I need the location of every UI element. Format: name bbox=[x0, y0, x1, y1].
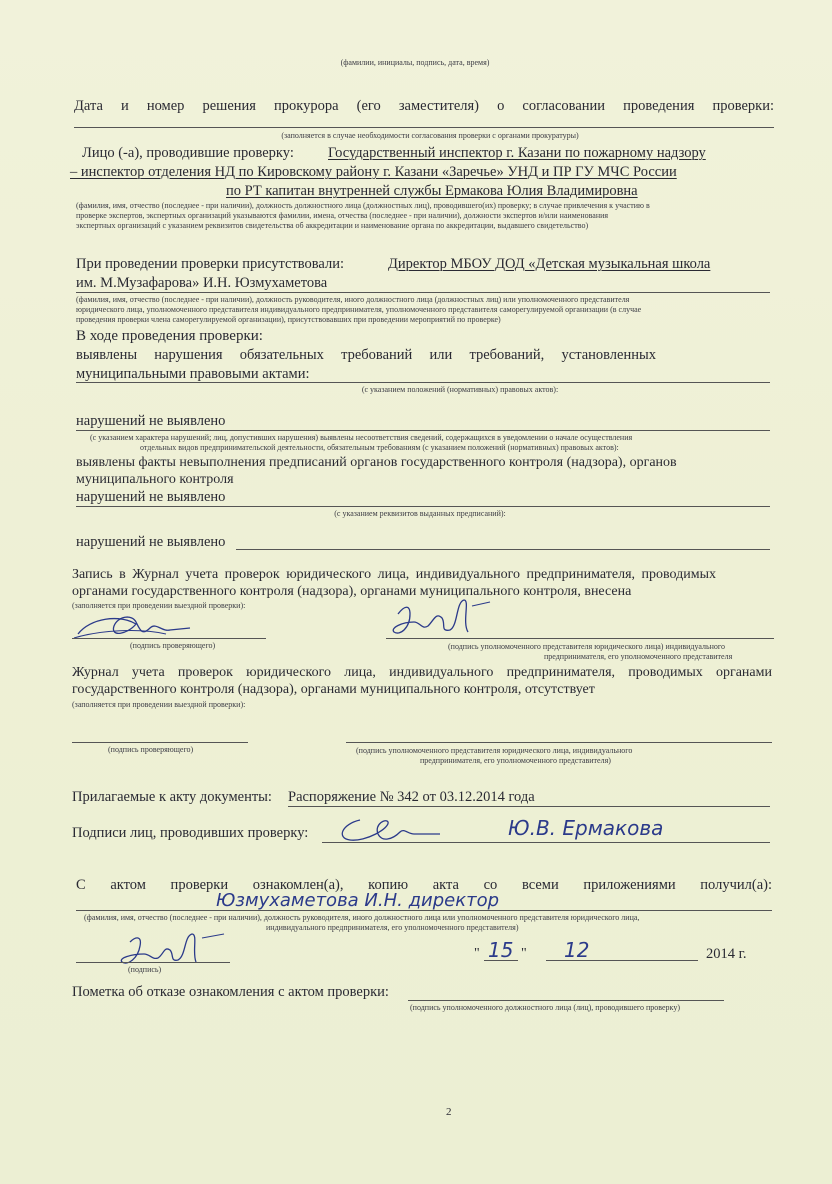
inspectors-line1: Государственный инспектор г. Казани по пожарному надзору bbox=[328, 145, 706, 161]
page-number: 2 bbox=[446, 1106, 452, 1118]
present-note3: проведения проверки члена саморегулируемой организации), присутствовавших при проведении мероприятий по проверке) bbox=[76, 315, 501, 324]
journal-sig-inspector-note: (подпись проверяющего) bbox=[130, 641, 216, 650]
present-label: При проведении проверки присутствовали: bbox=[76, 256, 345, 272]
present-line2: им. М.Музафарова» И.Н. Юзмухаметова bbox=[76, 275, 328, 291]
char-note2: отдельных видов предпринимательской деятельности, обязательным требованиям (с указанием положений (нормативных) правовых актов): bbox=[140, 443, 619, 452]
date-day-line bbox=[484, 960, 518, 961]
acquainted-handwritten: Юзмухаметова И.Н. директор bbox=[216, 890, 500, 911]
journal-line2: органами государственного контроля (надзора), органами муниципального контроля, внесена bbox=[72, 584, 632, 599]
journal-absent-note: (заполняется при проведении выездной проверки): bbox=[72, 700, 246, 709]
refusal-note: (подпись уполномоченного должностного лица (лиц), проводившего проверку) bbox=[410, 1003, 680, 1012]
inspectors-label: Лицо (-а), проводившие проверку: bbox=[82, 145, 294, 161]
attachments-line bbox=[288, 806, 770, 807]
violations-line2: муниципальными правовыми актами: bbox=[76, 366, 310, 382]
date-month-line bbox=[546, 960, 698, 961]
journal-absent-sig-line-inspector bbox=[72, 742, 248, 743]
char-note1: (с указанием характера нарушений; лиц, допустивших нарушения) выявлены несоответствия сведений, содержащихся в уведомлении о начале осуществления bbox=[90, 433, 633, 442]
violations-value-line bbox=[76, 430, 770, 431]
journal-absent-sig-inspector-note: (подпись проверяющего) bbox=[108, 745, 194, 754]
date-month: 12 bbox=[564, 938, 590, 962]
violations-value: нарушений не выявлено bbox=[76, 413, 226, 429]
signatures-handwritten: Ю.В. Ермакова bbox=[508, 816, 664, 840]
refusal-line bbox=[408, 1000, 724, 1001]
other-value: нарушений не выявлено bbox=[76, 534, 226, 550]
journal-absent-line2: государственного контроля (надзора), органами муниципального контроля, отсутствует bbox=[72, 682, 595, 697]
journal-sig-rep-note1: (подпись уполномоченного представителя юридического лица) индивидуального bbox=[448, 642, 726, 651]
date-year: 2014 г. bbox=[706, 946, 747, 962]
journal-line1: Запись в Журнал учета проверок юридического лица, индивидуального предпринимателя, проводимых bbox=[72, 567, 716, 582]
inspectors-line2: – инспектор отделения НД по Кировскому району г. Казани «Заречье» УНД и ПР ГУ МЧС России bbox=[70, 164, 677, 180]
orders-value: нарушений не выявлено bbox=[76, 489, 226, 505]
acquainted-note2: индивидуального предпринимателя, его уполномоченного представителя) bbox=[266, 923, 519, 932]
other-line bbox=[236, 549, 770, 550]
attachments-value: Распоряжение № 342 от 03.12.2014 года bbox=[288, 789, 535, 805]
journal-absent-sig-rep-note1: (подпись уполномоченного представителя юридического лица, индивидуального bbox=[356, 746, 633, 755]
journal-sig-line-inspector bbox=[72, 638, 266, 639]
present-line bbox=[76, 292, 770, 293]
inspectors-note3: экспертных организаций с указанием реквизитов свидетельства об аккредитации и наименование органа по аккредитации, выдавшего свидетельство) bbox=[76, 221, 589, 230]
acquainted-label: С актом проверки ознакомлен(а), копию акта со всеми приложениями получил(а): bbox=[76, 877, 772, 893]
attachments-label: Прилагаемые к акту документы: bbox=[72, 789, 272, 805]
inspectors-line3: по РТ капитан внутренней службы Ермакова Юлия Владимировна bbox=[226, 183, 638, 199]
refusal-label: Пометка об отказе ознакомления с актом проверки: bbox=[72, 984, 389, 1000]
date-day: 15 bbox=[488, 938, 514, 962]
acquainted-sig-note: (подпись) bbox=[128, 965, 162, 974]
violations-line1: выявлены нарушения обязательных требований или требований, установленных bbox=[76, 347, 656, 363]
prosecutor-line bbox=[74, 127, 774, 128]
orders-line2: муниципального контроля bbox=[76, 472, 234, 487]
orders-line bbox=[76, 506, 770, 507]
journal-sig-line-rep bbox=[386, 638, 774, 639]
inspectors-note2: проверке экспертов, экспертных организаций указываются фамилии, имена, отчества (последнее - при наличии), должности экспертов и/или наименования bbox=[76, 211, 609, 220]
violations-line bbox=[76, 382, 770, 383]
journal-absent-sig-rep-note2: предпринимателя, его уполномоченного представителя) bbox=[420, 756, 611, 765]
journal-absent-line1: Журнал учета проверок юридического лица, индивидуального предпринимателя, проводимых органами bbox=[72, 665, 772, 680]
journal-absent-sig-line-rep bbox=[346, 742, 772, 743]
document-page: (фамилии, инициалы, подпись, дата, время) Дата и номер решения прокурора (его заместителя) о согласовании проведения проверки: (заполняется в случае необходимости согласования проверки с органами прокуратуры) Лицо (-а), проводившие проверку: Государственный инспектор г. Казани по пожарному надзору – инспектор отделения НД по Кировскому району г. Казани «Заречье» УНД и ПР ГУ МЧС России по РТ капитан внутренней службы Ермакова Юлия Владимировна (фамилия, имя, отчество (последнее - при наличии), должность должностного лица (должностных лиц), проводившего(их) проверку; в случае привлечения к участию в проверке экспертов, экспертных организаций указываются фамилии, имена, отчества (последнее - при наличии), должности экспертов и/или наименования экспертных организаций с указанием реквизитов свидетельства об аккредитации и наименование органа по аккредитации, выдавшего свидетельство) При проведении проверки присутствовали: Директор МБОУ ДОД «Детская музыкальная школа им. М.Музафарова» И.Н. Юзмухаметова (фамилия, имя, отчество (последнее - при наличии), должность руководителя, иного должностного лица (должностных лиц) или уполномоченного представителя юридического лица, уполномоченного представителя индивидуального предпринимателя, уполномоченного представителя саморегулируемой организации (в случае проведения проверки члена саморегулируемой организации), присутствовавших при проведении мероприятий по проверке) В ходе проведения проверки: выявлены нарушения обязательных требований или требований, установленных муниципальными правовыми актами: (с указанием положений (нормативных) правовых актов): нарушений не выявлено (с указанием характера нарушений; лиц, допустивших нарушения) выявлены несоответствия сведений, содержащихся в уведомлении о начале осуществления отдельных видов предпринимательской деятельности, обязательным требованиям (с указанием положений (нормативных) правовых актов): выявлены факты невыполнения предписаний органов государственного контроля (надзора), органов муниципального контроля нарушений не выявлено (с указанием реквизитов выданных предписаний): нарушений не выявлено Запись в Журнал учета проверок юридического лица, индивидуального предпринимателя, проводимых органами государственного контроля (надзора), органами муниципального контроля, внесена (заполняется при проведении выездной проверки): (подпись проверяющего) (подпись уполномоченного представителя юридического лица) индивидуального предпринимателя, его уполномоченного представителя Журнал учета проверок юридического лица, индивидуального предпринимателя, проводимых органами государственного контроля (надзора), органами муниципального контроля, отсутствует (заполняется при проведении выездной проверки): (подпись проверяющего) (подпись уполномоченного представителя юридического лица, индивидуального предпринимателя, его уполномоченного представителя) Прилагаемые к акту документы: Распоряжение № 342 от 03.12.2014 года Подписи лиц, проводивших проверку: Ю.В. Ермакова С актом проверки ознакомлен(а), копию акта со всеми приложениями получил(а): Юзмухаметова И.Н. директор (фамилия, имя, отчество (последнее - при наличии), должность руководителя, иного должностного лица или уполномоченного представителя юридического лица, индивидуального предпринимателя, его уполномоченного представителя) (подпись) " 15 " 12 2014 г. Пометка об отказе ознакомления с актом проверки: (подпись уполномоченного должностного лица (лиц), проводившего проверку) 2 bbox=[0, 0, 832, 1184]
prosecutor-note: (заполняется в случае необходимости согласования проверки с органами прокуратуры) bbox=[281, 131, 579, 140]
orders-line1: выявлены факты невыполнения предписаний органов государственного контроля (надзора), органов bbox=[76, 455, 677, 470]
orders-note: (с указанием реквизитов выданных предписаний): bbox=[334, 509, 506, 518]
journal-note: (заполняется при проведении выездной проверки): bbox=[72, 601, 246, 610]
inspector-signature-2 bbox=[330, 810, 460, 850]
acquainted-note1: (фамилия, имя, отчество (последнее - при наличии), должность руководителя, иного должностного лица или уполномоченного представителя юридического лица, bbox=[84, 913, 640, 922]
present-note1: (фамилия, имя, отчество (последнее - при наличии), должность руководителя, иного должностного лица (должностных лиц) или уполномоченного представителя bbox=[76, 295, 630, 304]
top-caption: (фамилии, инициалы, подпись, дата, время) bbox=[340, 58, 490, 67]
prosecutor-label: Дата и номер решения прокурора (его заместителя) о согласовании проведения проверки: bbox=[74, 98, 774, 114]
acquainted-line bbox=[76, 910, 772, 911]
journal-sig-rep-note2: предпринимателя, его уполномоченного представителя bbox=[544, 652, 733, 661]
violations-note: (с указанием положений (нормативных) правовых актов): bbox=[361, 385, 559, 394]
acquainted-sig-line bbox=[76, 962, 230, 963]
findings-heading: В ходе проведения проверки: bbox=[76, 328, 263, 344]
present-note2: юридического лица, уполномоченного представителя индивидуального предпринимателя, уполномоченного представителя саморегулируемой организации (в случае bbox=[76, 305, 642, 314]
present-line1: Директор МБОУ ДОД «Детская музыкальная школа bbox=[388, 256, 711, 272]
signatures-label: Подписи лиц, проводивших проверку: bbox=[72, 825, 309, 841]
inspectors-note1: (фамилия, имя, отчество (последнее - при наличии), должность должностного лица (должностных лиц), проводившего(их) проверку; в случае привлечения к участию в bbox=[76, 201, 650, 210]
